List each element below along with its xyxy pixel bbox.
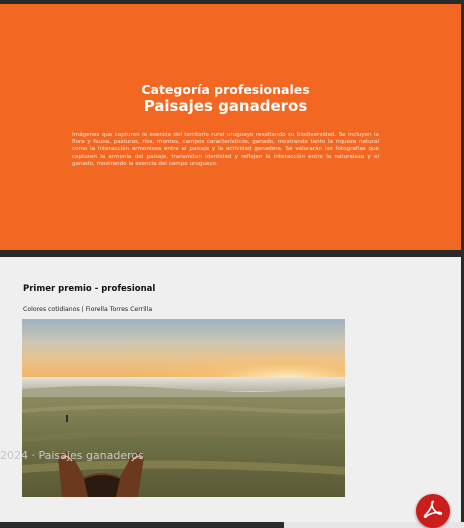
viewer-bottom-bar	[0, 522, 464, 528]
photo-caption: Colores cotidianos | Fiorella Torres Cerrilla	[23, 306, 153, 313]
category-description: Imágenes que capturen la esencia del territorio rural uruguayo resaltando su biodiversidad. Se incluyen la flora y fauna, pasturas, ríos, montes, campos característicos, ganado, mostrando tanto la riqueza natural como la interacción armoniosa entre el paisaje y la actividad ganadera. Se valorarán las fotografías que capturen la armonía del paisaje, transmitan identidad y reflejen la interacción entre la naturaleza y el ganado, mostrando la esencia del campo uruguayo.	[72, 132, 379, 167]
photo-watermark: 2024 · Paisajes ganaderos	[0, 449, 144, 462]
document-page-2	[0, 257, 461, 522]
prize-heading: Primer premio - profesional	[23, 284, 156, 294]
pdf-viewer-button[interactable]	[416, 494, 450, 528]
page-title: Paisajes ganaderos	[143, 97, 308, 115]
document-page-1	[0, 4, 461, 250]
winning-photo	[22, 319, 345, 497]
category-heading: Categoría profesionales	[141, 82, 310, 97]
adobe-pdf-icon	[423, 499, 443, 523]
page-divider	[0, 250, 464, 257]
